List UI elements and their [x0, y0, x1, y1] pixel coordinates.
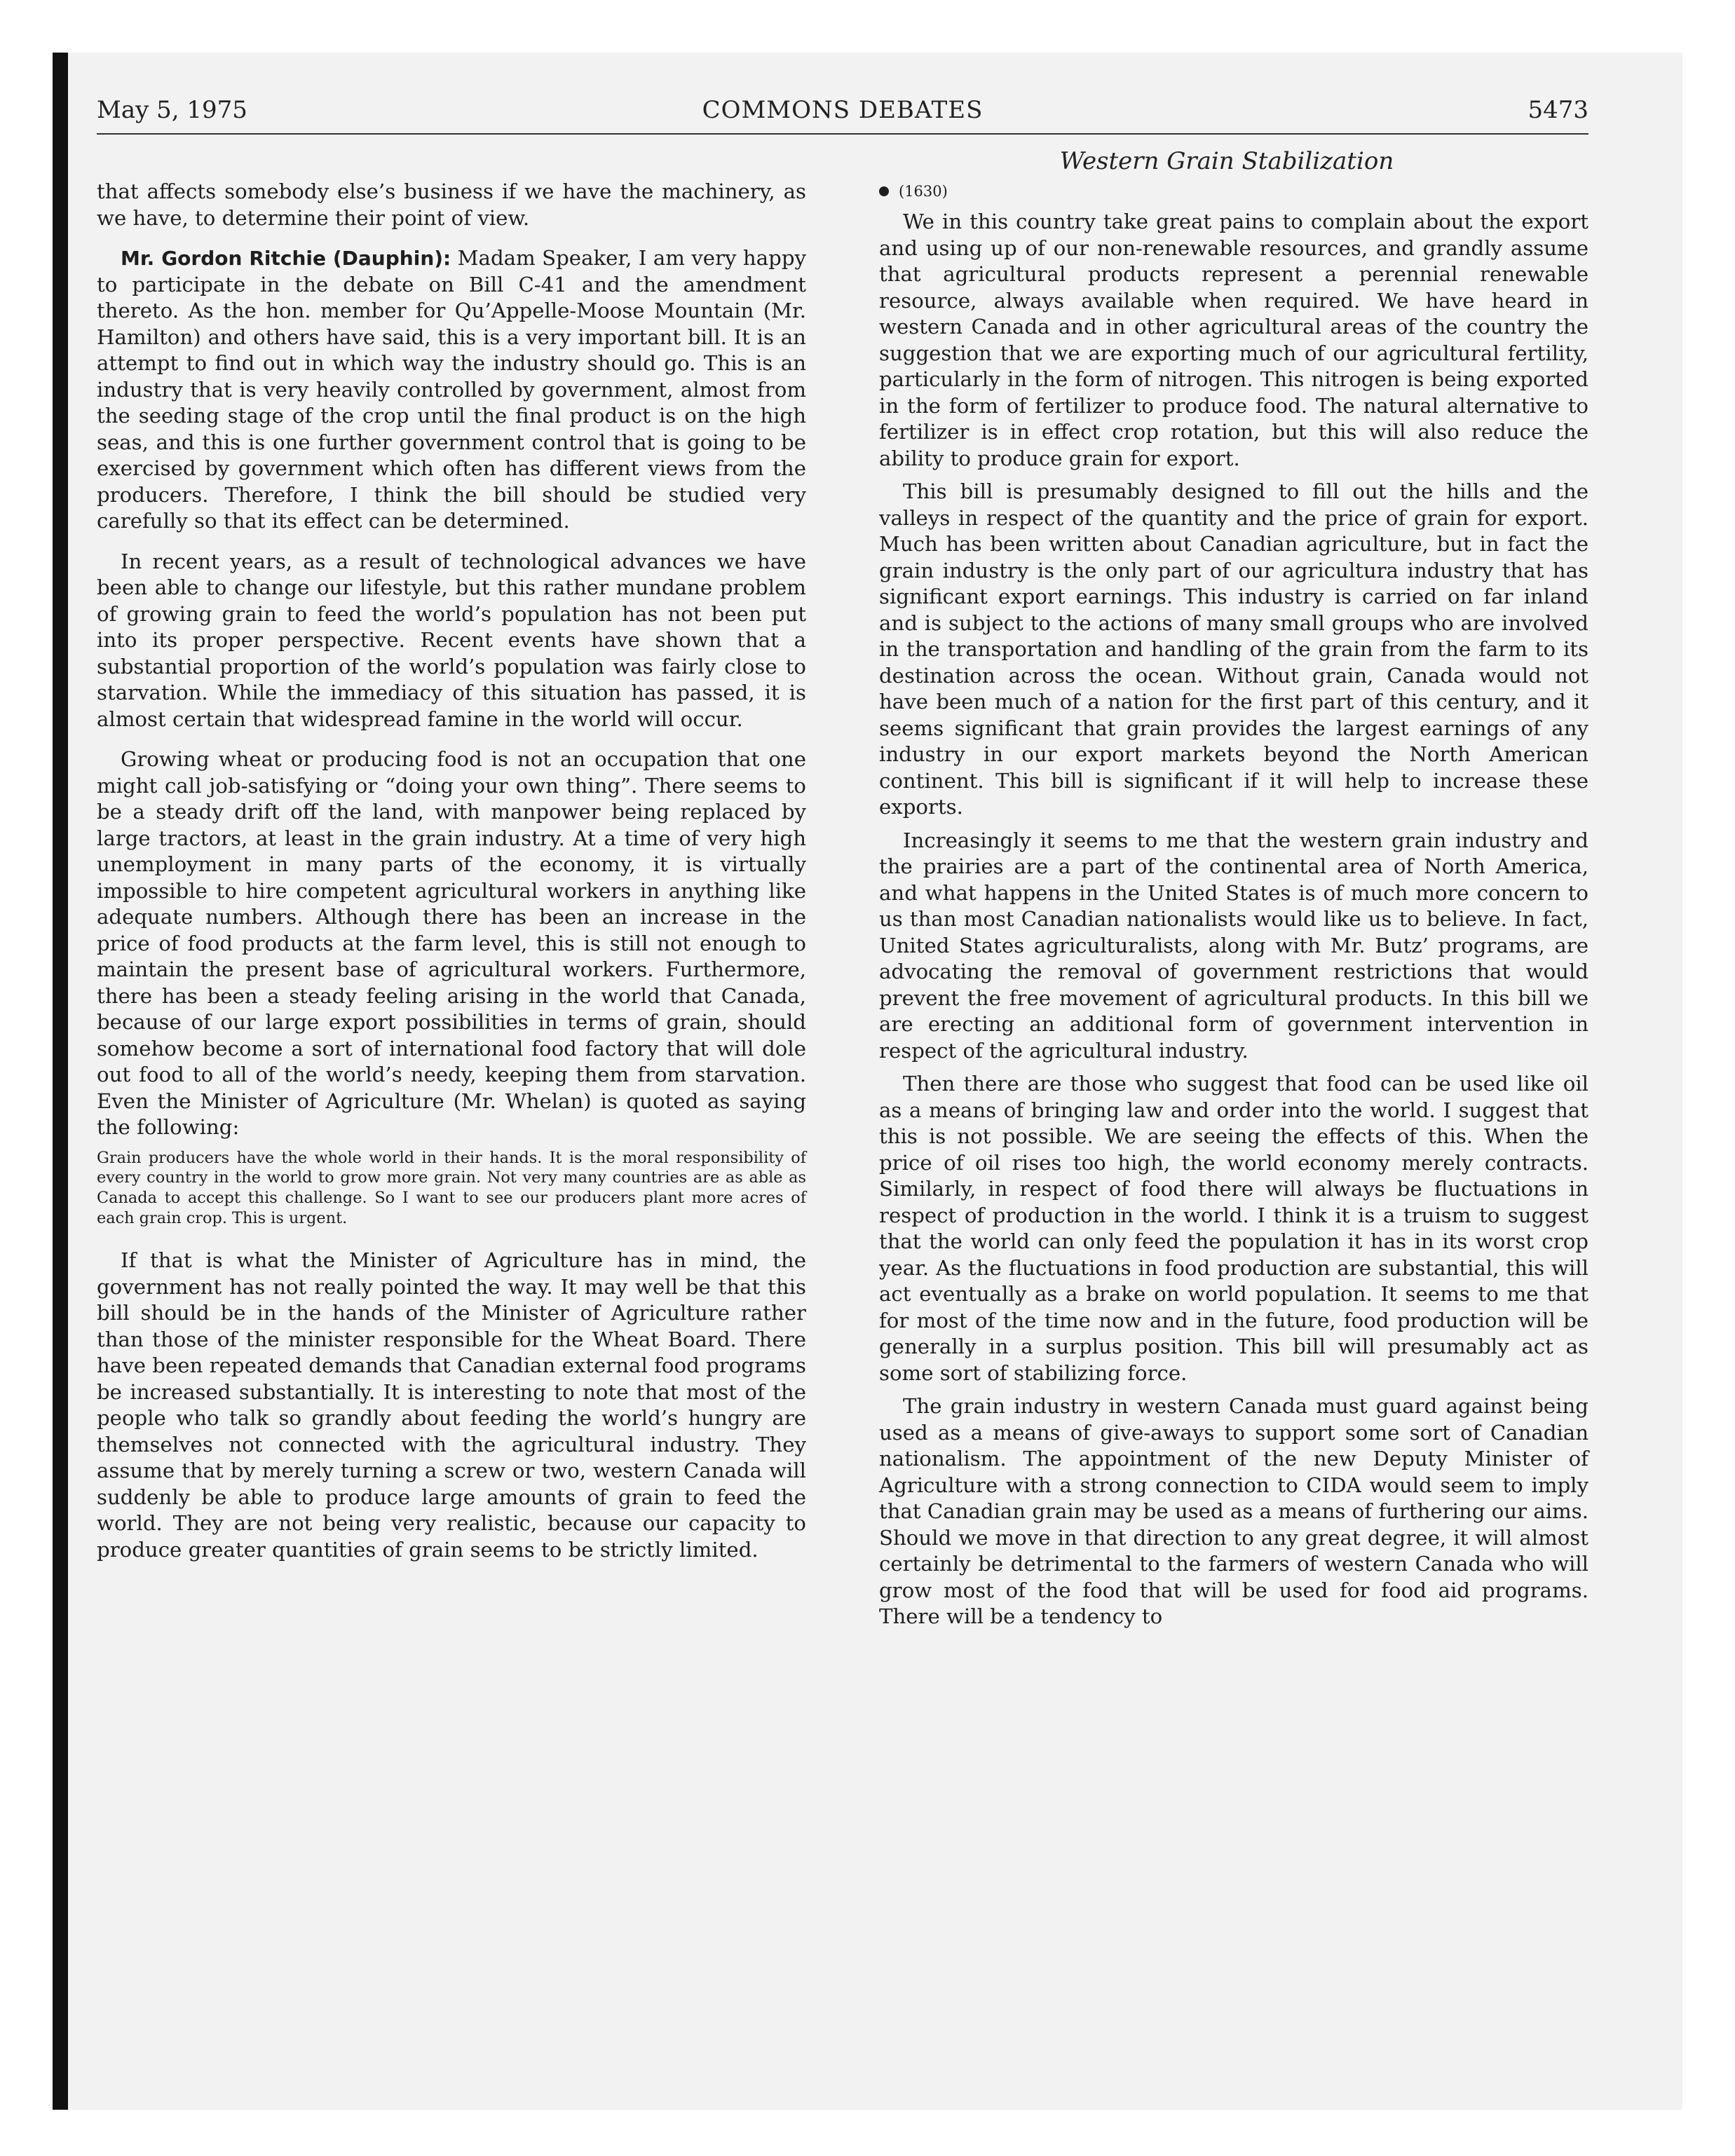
left-column	[97, 179, 806, 1577]
time-marker-label: (1630)	[899, 183, 948, 200]
paragraph: This bill is presumably designed to fill out the hills and the valleys in respect of the quantity and the price of grain for export. Much has been written about Canadian agriculture, but in fact the grain industry is the only part of our agricultura industry that has significant export earnings. This industry is carried on far inland and is subject to the actions of many small groups who are involved in the transportation and handling of the grain from the farm to its destination across the ocean. Without grain, Canada would not have been much of a nation for the first part of this century, and it seems significant that grain provides the largest earnings of any industry in our export markets beyond the North American continent. This bill is significant if it will help to increase these exports.	[879, 479, 1588, 819]
running-head: Western Grain Stabilization	[1059, 147, 1394, 175]
time-marker	[879, 181, 1588, 202]
block-quote: Grain producers have the whole world in their hands. It is the moral responsibility of every country in the world to grow more grain. Not very many countries are as able as Canada to accept this challenge. So I want to see our producers plant more acres of each grain crop. This is urgent.	[97, 1148, 806, 1227]
page-number: 5473	[1528, 96, 1588, 124]
paragraph: Then there are those who suggest that food can be used like oil as a means of bringing law and order into the world. I suggest that this is not possible. We are seeing the effects of this. When the price of oil rises too high, the world economy merely contracts. Similarly, in respect of food there will always be fluctuations in respect of production in the world. I think it is a truism to suggest that the world can only feed the population it has in its worst crop year. As the fluctuations in food production are substantial, this will act eventually as a brake on world population. It seems to me that for most of the time now and in the future, food production will be generally in a surplus position. This bill will presumably act as some sort of stabilizing force.	[879, 1072, 1588, 1385]
paragraph: that affects somebody else’s business if we have the machinery, as we have, to determine their point of view.	[97, 179, 806, 230]
speaker-name: Mr. Gordon Ritchie (Dauphin):	[121, 247, 451, 270]
paragraph: In recent years, as a result of technological advances we have been able to change our lifestyle, but this rather mundane problem of growing grain to feed the world’s population has not been put into its proper perspective. Recent events have shown that a substantial proportion of the world’s population was fairly close to starvation. While the immediacy of this situation has passed, it is almost certain that widespread famine in the world will occur.	[97, 549, 806, 731]
paragraph: Growing wheat or producing food is not an occupation that one might call job-satisfying or “doing your own thing”. There seems to be a steady drift off the land, with manpower being replaced by large tractors, at least in the grain industry. At a time of very high unemployment in many parts of the economy, it is virtually impossible to hire competent agricultural workers in anything like adequate numbers. Although there has been an increase in the price of food products at the farm level, this is still not enough to maintain the present base of agricultural workers. Furthermore, there has been a steady feeling arising in the world that Canada, because of our large export possibilities in terms of grain, should somehow become a sort of international food factory that will dole out food to all of the world’s needy, keeping them from starvation. Even the Minister of Agriculture (Mr. Whelan) is quoted as saying the following:	[97, 747, 806, 1139]
speech-paragraph	[97, 245, 806, 535]
header-title: COMMONS DEBATES	[702, 96, 984, 124]
right-column	[879, 181, 1588, 1637]
page-header	[97, 96, 1588, 132]
header-date: May 5, 1975	[97, 96, 247, 124]
header-rule	[97, 133, 1588, 135]
paragraph: Increasingly it seems to me that the western grain industry and the prairies are a part of the continental area of North America, and what happens in the United States is of much more concern to us than most Canadian nationalists would like us to believe. In fact, United States agriculturalists, along with Mr. Butz’ programs, are advocating the removal of government restrictions that would prevent the free movement of agricultural products. In this bill we are erecting an additional form of government intervention in respect of the agricultural industry.	[879, 828, 1588, 1063]
bullet-dot-icon	[879, 186, 889, 196]
paragraph: If that is what the Minister of Agriculture has in mind, the government has not really pointed the way. It may well be that this bill should be in the hands of the Minister of Agriculture rather than those of the minister responsible for the Wheat Board. There have been repeated demands that Canadian external food programs be increased substantially. It is interesting to note that most of the people who talk so grandly about feeding the world’s hungry are themselves not connected with the agricultural industry. They assume that by merely turning a screw or two, western Canada will suddenly be able to produce large amounts of grain to feed the world. They are not being very realistic, because our capacity to produce greater quantities of grain seems to be strictly limited.	[97, 1248, 806, 1562]
scan-edge-bar	[53, 53, 68, 2110]
speech-text: Madam Speaker, I am very happy to participate in the debate on Bill C-41 and the amendment thereto. As the hon. member for Qu’Appelle-Moose Mountain (Mr. Hamilton) and others have said, this is a very important bill. It is an attempt to find out in which way the industry should go. This is an industry that is very heavily controlled by government, almost from the seeding stage of the crop until the final product is on the high seas, and this is one further government control that is going to be exercised by government which often has different views from the producers. Therefore, I think the bill should be studied very carefully so that its effect can be determined.	[97, 246, 806, 533]
paragraph: The grain industry in western Canada must guard against being used as a means of give-aways to support some sort of Canadian nationalism. The appointment of the new Deputy Minister of Agriculture with a strong connection to CIDA would seem to imply that Canadian grain may be used as a means of furthering our aims. Should we move in that direction to any great degree, it will almost certainly be detrimental to the farmers of western Canada who will grow most of the food that will be used for food aid programs. There will be a tendency to	[879, 1394, 1588, 1628]
paragraph: We in this country take great pains to complain about the export and using up of our non-renewable resources, and grandly assume that agricultural products represent a perennial renewable resource, always available when required. We have heard in western Canada and in other agricultural areas of the country the suggestion that we are exporting much of our agricultural fertility, particularly in the form of nitrogen. This nitrogen is being exported in the form of fertilizer to produce food. The natural alternative to fertilizer is in effect crop rotation, but this will also reduce the ability to produce grain for export.	[879, 210, 1588, 470]
